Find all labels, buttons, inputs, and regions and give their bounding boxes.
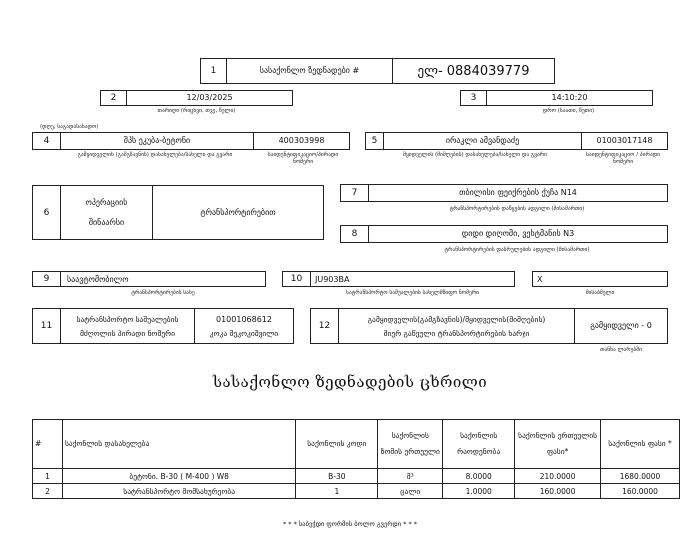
waybill-number-value: ელ- 0884039779 [417, 63, 530, 79]
seller-id-caption: საიდენტიფიკაციო/პირადი ნომერი [267, 152, 339, 166]
buyer-id-caption: საიდენტიფიკაციო / პირადი ნომერი [586, 152, 660, 166]
date-caption: თარიღი (რიცხვი, თვე, წელი) [157, 108, 236, 114]
table-header-row [33, 420, 680, 469]
trailer-value: X [537, 274, 543, 284]
vehicle-kind-caption: ტრანსპორტირების სახე [131, 290, 195, 296]
transport-cost-box [310, 308, 668, 344]
seller-box [32, 132, 350, 150]
row-quantity: 1.0000 [443, 484, 515, 499]
field-3-number: 3 [461, 91, 487, 105]
field-11-number: 11 [33, 309, 61, 343]
driver-label-line-2: მძღოლის პირადი ნომერი [79, 328, 176, 338]
seller-name-caption: გამყიდველის (გამგზავნის) დასახელება/სახელი და გვარი [77, 152, 233, 158]
start-address-box [340, 184, 668, 202]
field-9-number: 9 [33, 272, 61, 286]
field-5-number: 5 [366, 133, 384, 149]
row-unit-price: 210.0000 [515, 469, 601, 484]
trailer-caption: მისაბმელი [585, 290, 615, 296]
trailer-box [532, 271, 668, 287]
buyer-name-caption: მყიდველის (მიმღების) დასახელება/სახელი და გვარი [403, 152, 547, 158]
document-date: 12/03/2025 [186, 93, 233, 102]
operation-box [32, 185, 324, 240]
footnote: * * * საბეჭდი ფორმის ბოლო გვერდი * * * [282, 520, 418, 528]
document-time: 14:10:20 [551, 93, 588, 102]
waybill-number-label: სასაქონლო ზედნადები # [227, 59, 393, 83]
vehicle-plate-value: JU903BA [315, 274, 350, 284]
buyer-name: ირაკლი ამვანდაძე [384, 133, 582, 149]
date-note-caption: (დღე, საგადასახადო) [40, 124, 99, 130]
field-4-number: 4 [33, 133, 61, 149]
end-address: დიდი დიღომი, ვეხტმანის N3 [461, 229, 575, 238]
driver-id: 01001068612 [216, 314, 272, 324]
col-header-quantity: საქონლის რაოდენობა [443, 420, 515, 469]
row-item-name: სატრანსპორტო მომსახურეობა [62, 484, 296, 499]
vehicle-kind-box [32, 271, 266, 287]
field-10-number: 10 [283, 272, 311, 286]
date-box [100, 90, 293, 106]
row-total-price: 160.0000 [601, 484, 680, 499]
table-row [33, 484, 680, 499]
vehicle-plate-box [282, 271, 515, 287]
field-7-number: 7 [341, 185, 369, 201]
col-header-unit-price: საქონლის ერთეულის ფასი* [515, 420, 601, 469]
row-item-code: 1 [296, 484, 378, 499]
seller-name: შპს ეკუბა-ბეტონი [61, 133, 254, 149]
transport-cost-label [339, 309, 575, 343]
row-total-price: 1680.0000 [601, 469, 680, 484]
vehicle-plate-caption: სატრანსპორტო საშუალების სახელმწიფო ნომერი [346, 290, 479, 296]
row-unit: მ³ [378, 469, 443, 484]
operation-label [61, 186, 153, 239]
end-address-caption: ტრანსპორტირების დასრულების ადგილი (მისამართი) [444, 247, 590, 253]
field-8-number: 8 [341, 226, 369, 242]
time-box [460, 90, 653, 106]
row-unit-price: 160.0000 [515, 484, 601, 499]
row-index: 1 [33, 469, 63, 484]
transport-cost-value: გამყიდველი - 0 [590, 321, 652, 330]
vehicle-kind-value: საავტომობილო [67, 274, 129, 284]
driver-name: კოკა მეკოკიშვილი [209, 328, 279, 338]
driver-details [195, 309, 293, 343]
field-1-number: 1 [201, 59, 227, 83]
field-2-number: 2 [101, 91, 127, 105]
col-header-code: საქონლის კოდი [296, 420, 378, 469]
buyer-box [365, 132, 668, 150]
transport-cost-label-line-2: მიერ გაწეული ტრანსპორტირების ხარჯი [383, 328, 530, 338]
time-caption: დრო (საათი, წუთი) [542, 108, 595, 114]
field-6-number: 6 [33, 186, 61, 239]
operation-label-line-1: ოპერაციის [85, 197, 128, 207]
waybill-number-box [200, 58, 555, 84]
driver-label-line-1: სატრანსპორტო საშუალების [76, 314, 179, 324]
operation-value: ტრანსპორტირებით [200, 207, 276, 217]
col-header-name: საქონლის დასახელება [62, 420, 296, 469]
col-header-index: # [33, 420, 63, 469]
goods-table [32, 419, 680, 499]
driver-box [32, 308, 294, 344]
field-12-number: 12 [311, 309, 339, 343]
col-header-unit: საქონლის ზომის ერთეული [378, 420, 443, 469]
col-header-total-price: საქონლის ფასი * [601, 420, 680, 469]
row-item-code: B-30 [296, 469, 378, 484]
operation-label-line-2: შინაარსი [88, 218, 125, 228]
transport-cost-label-line-1: გამყიდველის(გამგზავნის)/მყიდველის(მიმღების) [367, 314, 546, 324]
row-item-name: ბეტონი. B-30 ( M-400 ) W8 [62, 469, 296, 484]
row-quantity: 8.0000 [443, 469, 515, 484]
row-unit: ცალი [378, 484, 443, 499]
seller-id: 400303998 [278, 136, 325, 145]
transport-cost-caption: თანხა ლარებში [600, 347, 642, 353]
table-row [33, 469, 680, 484]
start-address: თბილისი ფეიქრების ქუჩა N14 [459, 188, 577, 197]
buyer-id: 01003017148 [596, 136, 653, 145]
driver-label [61, 309, 195, 343]
row-index: 2 [33, 484, 63, 499]
table-title: სასაქონლო ზედნადების ცხრილი [212, 373, 488, 391]
start-address-caption: ტრანსპორტირების დაწყების ადგილი (მისამართი) [449, 206, 585, 212]
end-address-box [340, 225, 668, 243]
